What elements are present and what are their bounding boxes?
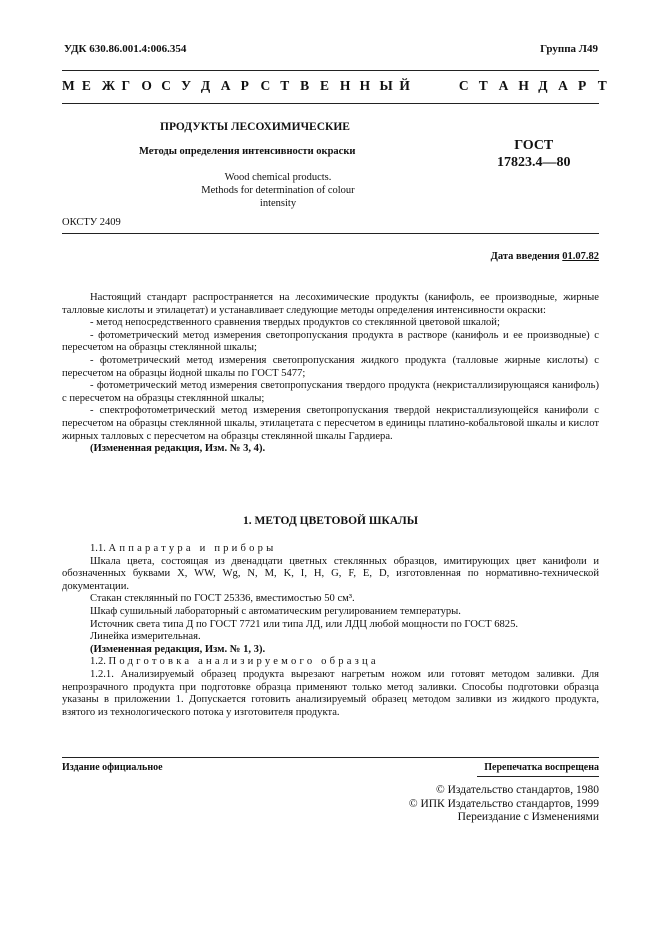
intro-amendment: (Измененная редакция, Изм. № 3, 4).: [90, 443, 266, 455]
body-paragraph: Источник света типа Д по ГОСТ 7721 или типа ЛД, или ЛДЦ любой мощности по ГОСТ 6825.: [90, 618, 519, 630]
footer-right-underline: [477, 776, 599, 777]
copyright-block: [409, 784, 599, 825]
banner-letter: Т: [280, 78, 290, 93]
subsection-1-1: [62, 543, 599, 556]
okstu-code: ОКСТУ 2409: [62, 217, 121, 228]
banner-letter: Р: [240, 78, 249, 93]
english-title: [186, 171, 370, 210]
banner-letter: Н: [339, 78, 351, 93]
subsection-number: 1.2.: [90, 656, 106, 668]
banner-letter: С: [260, 78, 271, 93]
subsection-number: 1.1.: [90, 543, 106, 554]
intro-paragraph: - спектрофотометрический метод измерения светопропускания твердой некристаллизующейся канифоли с пересчетом на образцы стеклянной шкалы, этилацетата с пересчетом в единицы платино-кобальтовой шкалы и кислот жирных талловых с пересчетом на образцы стеклянной шкалы Гардиера.: [62, 405, 599, 442]
banner-letter: Г: [121, 78, 131, 93]
intro-text: [62, 292, 599, 456]
section-heading: 1. МЕТОД ЦВЕТОВОЙ ШКАЛЫ: [242, 515, 419, 527]
date-label: Дата введения: [490, 251, 560, 262]
body-paragraph: Шкала цвета, состоящая из двенадцати цветных стеклянных образцов, имитирующих цвет канифоли и обозначенных буквами X, WW, Wg, N, M, K, I, H, G, F, E, D, изготовленная по нормативно-технической документации.: [62, 555, 599, 592]
banner-letter: Д: [200, 78, 211, 93]
oks-rule: [62, 233, 599, 234]
intro-paragraph: Настоящий стандарт распространяется на лесохимические продукты (канифоль, ее производные, жирные талловые кислоты и этилацетат) и устанавливает следующие методы определения интенсивности окраски:: [62, 292, 599, 316]
interstate-standard-banner: [62, 78, 607, 94]
section1-amendment: (Измененная редакция, Изм. № 1, 3).: [90, 643, 266, 655]
banner-letter: В: [300, 78, 310, 93]
banner-letter: Р: [577, 78, 587, 93]
banner-letter: Ы: [379, 78, 393, 93]
banner-letter: Ж: [101, 78, 116, 93]
intro-paragraph: - фотометрический метод измерения светопропускания жидкого продукта (талловые жирные кислоты) с пересчетом на образцы йодной шкалы по ГОСТ 5477;: [62, 354, 599, 379]
group-code: Группа Л49: [540, 43, 598, 55]
banner-letter: О: [141, 78, 152, 93]
subsection-1-2: [62, 656, 599, 669]
english-title-line1: Wood chemical products.: [224, 172, 332, 183]
banner-letter: Д: [538, 78, 548, 93]
subsection-title: Аппаратура и приборы: [108, 543, 277, 554]
copyright-line: © Издательство стандартов, 1980: [435, 784, 599, 796]
banner-letter: Е: [319, 78, 329, 93]
banner-letter: Т: [597, 78, 607, 93]
body-paragraph: Линейка измерительная.: [90, 631, 201, 643]
banner-letter: Т: [478, 78, 488, 93]
banner-letter: С: [161, 78, 171, 93]
reprint-prohibited-label: Перепечатка воспрещена: [484, 762, 599, 773]
udk-code: УДК 630.86.001.4:006.354: [64, 43, 187, 55]
banner-letter: [419, 78, 420, 94]
top-rule: [62, 70, 599, 71]
section1-text: [62, 543, 599, 719]
banner-letter: У: [181, 78, 191, 93]
document-title: ПРОДУКТЫ ЛЕСОХИМИЧЕСКИЕ: [160, 121, 350, 133]
banner-letter: А: [220, 78, 231, 93]
subsection-title: Подготовка анализируемого образца: [108, 656, 379, 668]
intro-paragraph: - фотометрический метод измерения светопропускания продукта в растворе (канифоль и ее производные) с пересчетом на образцы стеклянной шкалы;: [62, 329, 599, 354]
banner-letter: А: [498, 78, 509, 93]
gost-code: 17823.4—80: [497, 155, 571, 170]
banner-letter: Н: [518, 78, 529, 93]
date-value: 01.07.82: [562, 251, 599, 262]
reissue-line: Переиздание с Изменениями: [457, 811, 599, 823]
banner-rule: [62, 103, 599, 104]
body-paragraph: Шкаф сушильный лабораторный с автоматическим регулированием температуры.: [90, 605, 461, 617]
body-paragraph: Стакан стеклянный по ГОСТ 25336, вместимостью 50 см³.: [90, 593, 355, 605]
copyright-line: © ИПК Издательство стандартов, 1999: [408, 797, 599, 810]
body-paragraph: 1.2.1. Анализируемый образец продукта вырезают нагретым ножом или готовят методом заливки. Для непрозрачного продукта при подготовке образца применяют только метод заливки. Способы подготовки образца указаны в приложении 1. Допускается готовить анализируемый образец методом заливки из жидкого продукта, взятого из технологического потока у изготовителя продукта.: [62, 668, 599, 718]
banner-letter: Н: [359, 78, 371, 93]
banner-letter: А: [558, 78, 568, 93]
intro-paragraph: - фотометрический метод измерения светопропускания твердого продукта (некристаллизирующаяся канифоль) с пересчетом на образцы стеклянной шкалы;: [62, 380, 599, 404]
intro-paragraph: - метод непосредственного сравнения твердых продуктов со стеклянной цветовой шкалой;: [90, 317, 500, 329]
banner-letter: Й: [399, 78, 410, 93]
document-subtitle: Методы определения интенсивности окраски: [139, 146, 356, 157]
banner-letter: М: [62, 78, 75, 93]
gost-label: ГОСТ: [514, 138, 554, 153]
official-edition-label: Издание официальное: [62, 762, 163, 773]
banner-letter: [439, 78, 440, 94]
footer-rule: [62, 757, 599, 758]
banner-letter: С: [458, 78, 469, 93]
introduction-date: [491, 251, 599, 262]
english-title-line2: Methods for determination of colour intensity: [201, 185, 355, 209]
banner-letter: Е: [81, 78, 91, 93]
gost-number: [497, 137, 571, 171]
